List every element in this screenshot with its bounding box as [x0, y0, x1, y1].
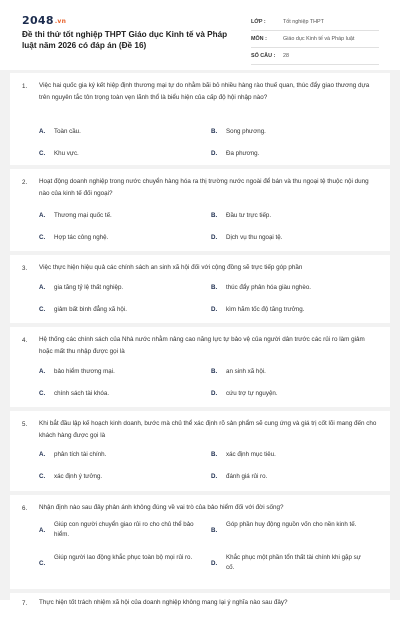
question-card — [10, 327, 390, 407]
option-text: chính sách tài khóa. — [54, 390, 110, 397]
question-text: Nhận định nào sau đây phản ánh không đúng về vai trò của bảo hiểm đối với đời sống? — [39, 504, 284, 511]
question-text: Hệ thống các chính sách của Nhà nước nhằm nâng cao năng lực tự bảo vệ của người dân trước các rủi ro làm giảm hoặc mất thu nhập được gọi là — [39, 336, 365, 355]
option-text: an sinh xã hội. — [226, 368, 266, 375]
option-letter: B. — [211, 527, 218, 534]
question-card — [10, 495, 390, 589]
option-letter: C. — [39, 560, 46, 567]
option-letter: C. — [39, 390, 46, 397]
question-card — [10, 255, 390, 323]
question-list — [0, 70, 400, 607]
option-text: Giúp con người chuyển giao rủi ro cho chủ thể bảo hiểm. — [54, 521, 194, 538]
option-text: gia tăng tỷ lệ thất nghiệp. — [54, 284, 124, 291]
option-letter: D. — [211, 560, 218, 567]
option-letter: B. — [211, 128, 218, 135]
meta-row-class — [251, 14, 379, 31]
option-letter: D. — [211, 390, 218, 397]
meta-row-count — [251, 48, 379, 65]
meta-key: LỚP : — [251, 19, 266, 25]
option-text: Toàn cầu. — [54, 128, 81, 135]
meta-value: Giáo dục Kinh tế và Pháp luật — [283, 36, 355, 42]
question-card — [10, 411, 390, 491]
question-text: Thực hiện tốt trách nhiệm xã hội của doanh nghiệp không mang lại ý nghĩa nào sau đây? — [39, 599, 288, 606]
meta-value: Tốt nghiệp THPT — [283, 19, 324, 25]
option-letter: D. — [211, 473, 218, 480]
meta-key: MÔN : — [251, 36, 267, 42]
question-number: 2. — [22, 179, 28, 186]
option-text: Khu vực. — [54, 150, 79, 157]
question-card — [10, 169, 390, 251]
question-text: Khi bắt đầu lập kế hoạch kinh doanh, bước mà chủ thể xác định rõ sản phẩm sẽ cung ứng và giá trị cốt lõi mang đến cho khách hàng được gọi là — [39, 420, 377, 439]
option-text: đánh giá rủi ro. — [226, 473, 268, 480]
option-text: Góp phần huy động nguồn vốn cho nền kinh tế. — [226, 521, 357, 528]
question-text: Việc thực hiện hiệu quả các chính sách an sinh xã hội đối với cộng đồng sẽ trực tiếp góp phần — [39, 264, 303, 271]
option-letter: C. — [39, 473, 46, 480]
option-text: giảm bất bình đẳng xã hội. — [54, 306, 127, 313]
option-letter: C. — [39, 150, 46, 157]
question-card — [10, 593, 390, 623]
option-letter: D. — [211, 234, 218, 241]
option-letter: A. — [39, 284, 46, 291]
page-header — [0, 0, 400, 62]
option-letter: D. — [211, 306, 218, 313]
question-number: 5. — [22, 421, 28, 428]
question-text: Hoạt động doanh nghiệp trong nước chuyển hàng hóa ra thị trường nước ngoài để bán và thu ngoại tệ thuộc nội dung nào của kinh tế đối ngoại? — [39, 178, 369, 197]
option-letter: B. — [211, 212, 218, 219]
option-letter: D. — [211, 150, 218, 157]
option-letter: B. — [211, 284, 218, 291]
option-letter: B. — [211, 368, 218, 375]
option-text: Đầu tư trực tiếp. — [226, 212, 272, 219]
option-text: Hợp tác công nghệ. — [54, 234, 109, 241]
option-letter: A. — [39, 128, 46, 135]
meta-key: SỐ CÂU : — [251, 53, 276, 59]
meta-row-subject — [251, 31, 379, 48]
option-letter: A. — [39, 368, 46, 375]
option-text: bảo hiểm thương mại. — [54, 368, 115, 375]
option-letter: A. — [39, 527, 46, 534]
meta-value: 28 — [283, 53, 289, 59]
logo-text: 2048 — [22, 14, 54, 27]
option-text: xác định ý tưởng. — [54, 473, 103, 480]
option-text: xác định mục tiêu. — [226, 451, 276, 458]
question-number: 1. — [22, 83, 28, 90]
option-text: Giúp người lao động khắc phục toàn bộ mọi rủi ro. — [54, 554, 193, 561]
site-logo[interactable] — [22, 14, 66, 27]
exam-meta-table — [251, 14, 379, 65]
option-text: Khắc phục một phần tổn thất tài chính khi gặp sự cố. — [226, 554, 361, 571]
option-letter: B. — [211, 451, 218, 458]
option-text: Thương mại quốc tế. — [54, 212, 112, 219]
option-letter: C. — [39, 306, 46, 313]
option-text: Đa phương. — [226, 150, 260, 157]
option-text: kìm hãm tốc độ tăng trưởng. — [226, 306, 305, 313]
question-text: Việc hai quốc gia ký kết hiệp định thương mại tự do nhằm bãi bỏ nhiều hàng rào thuế quan, thúc đẩy giao thương dựa trên nguyên tắc tôn trọng toàn vẹn lãnh thổ là biểu hiện của cấp độ hội nhập nào? — [39, 82, 370, 101]
question-card — [10, 73, 390, 165]
question-number: 7. — [22, 600, 28, 607]
logo-suffix: .vn — [54, 18, 67, 25]
option-letter: A. — [39, 212, 46, 219]
option-text: Song phương. — [226, 128, 266, 135]
question-number: 3. — [22, 265, 28, 272]
option-text: phân tích tài chính. — [54, 451, 107, 458]
option-text: cứu trợ tự nguyện. — [226, 390, 278, 397]
option-letter: C. — [39, 234, 46, 241]
question-number: 6. — [22, 505, 28, 512]
option-letter: A. — [39, 451, 46, 458]
option-text: thúc đẩy phân hóa giàu nghèo. — [226, 284, 311, 291]
option-text: Dịch vụ thu ngoại tệ. — [226, 234, 283, 241]
exam-title: Đề thi thử tốt nghiệp THPT Giáo dục Kinh tế và Pháp luật năm 2026 có đáp án (Đề 16) — [22, 30, 228, 50]
question-number: 4. — [22, 337, 28, 344]
